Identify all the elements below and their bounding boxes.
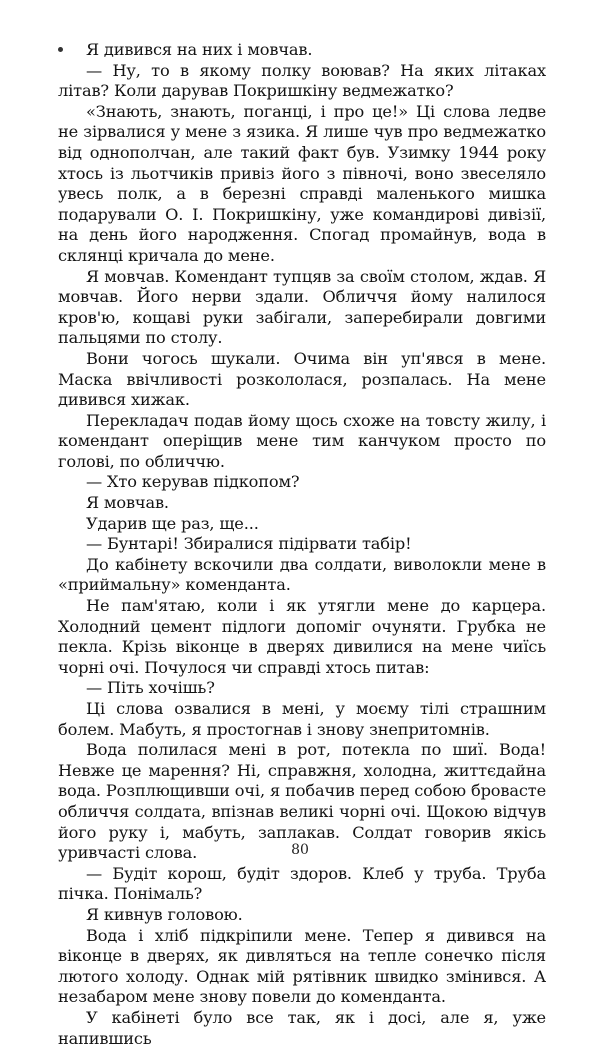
paragraph: Я мовчав. Комендант тупцяв за своїм столом, ждав. Я мовчав. Його нерви здали. Обличчя йому налилося кров'ю, кощаві руки забігали, заперебирали довгими пальцями по столу.: [58, 266, 546, 348]
paragraph: — Бунтарі! Збиралися підірвати табір!: [86, 534, 412, 554]
paragraph: Не пам'ятаю, коли і як утягли мене до карцера. Холодний цемент підлоги допоміг очуняти. Грубка не пекла. Крізь віконце в дверях дивилися на мене чиїсь чорні очі. Почулося чи справді хтось питав:: [58, 596, 546, 677]
paragraph: Я кивнув головою.: [86, 904, 243, 924]
paragraph: Вода полилася мені в рот, потекла по шиї. Вода! Невже це марення? Ні, справжня, холодна, життєдайна вода. Розплющивши очі, я побачив перед собою бровасте обличчя солдата, впізнав великі чорні очі. Щокою відчув його руку і, мабуть, заплакав. Солдат говорив якісь уривчасті слова.: [58, 740, 546, 863]
paragraph: Перекладач подав йому щось схоже на товсту жилу, і комендант оперіщив мене тим канчуком просто по голові, по обличчю.: [58, 410, 546, 471]
paragraph: Я мовчав.: [86, 493, 169, 513]
page-number: 80: [291, 842, 309, 858]
paragraph: Ці слова озвалися в мені, у моєму тілі страшним болем. Мабуть, я простогнав і знову знепритомнів.: [58, 699, 546, 739]
paragraph: Вони чогось шукали. Очима він уп'явся в мене. Маска ввічливості розкололася, розпалась. На мене дивився хижак.: [58, 348, 546, 410]
paragraph: — Хто керував підкопом?: [86, 472, 300, 492]
paragraph: «Знають, знають, поганці, і про це!» Ці слова ледве не зірвалися у мене з язика. Я лише чув про ведмежатко від однополчан, але такий факт був. Узимку 1944 року хтось із льотчиків привіз його з півночі, воно звеселяло увесь полк, а в березні справді маленького мишка подарували О. І. Покришкіну, уже командирові дивізії, на день його народження. Спогад промайнув, вода в склянці кричала до мене.: [58, 101, 546, 265]
paragraph: — Піть хочішь?: [86, 678, 215, 698]
paragraph: У кабінеті було все так, як і досі, але я, уже напившись: [58, 1007, 546, 1048]
paragraph: Ударив ще раз, ще...: [86, 513, 259, 533]
paragraph: — Ну, то в якому полку воював? На яких літаках літав? Коли дарував Покришкіну ведмежатко?: [58, 60, 546, 101]
paragraph: Я дивився на них і мовчав.: [86, 40, 313, 59]
paragraph: — Будіт корош, будіт здоров. Клеб у труба. Труба пічка. Понімаль?: [58, 863, 546, 904]
paragraph: Вода і хліб підкріпили мене. Тепер я дивився на віконце в дверях, як дивляться на тепле сонечко після лютого холоду. Однак мій рятівник швидко змінився. А незабаром мене знову повели до коменданта.: [58, 925, 546, 1007]
paragraph: До кабінету вскочили два солдати, виволокли мене в «приймальну» коменданта.: [58, 554, 546, 595]
